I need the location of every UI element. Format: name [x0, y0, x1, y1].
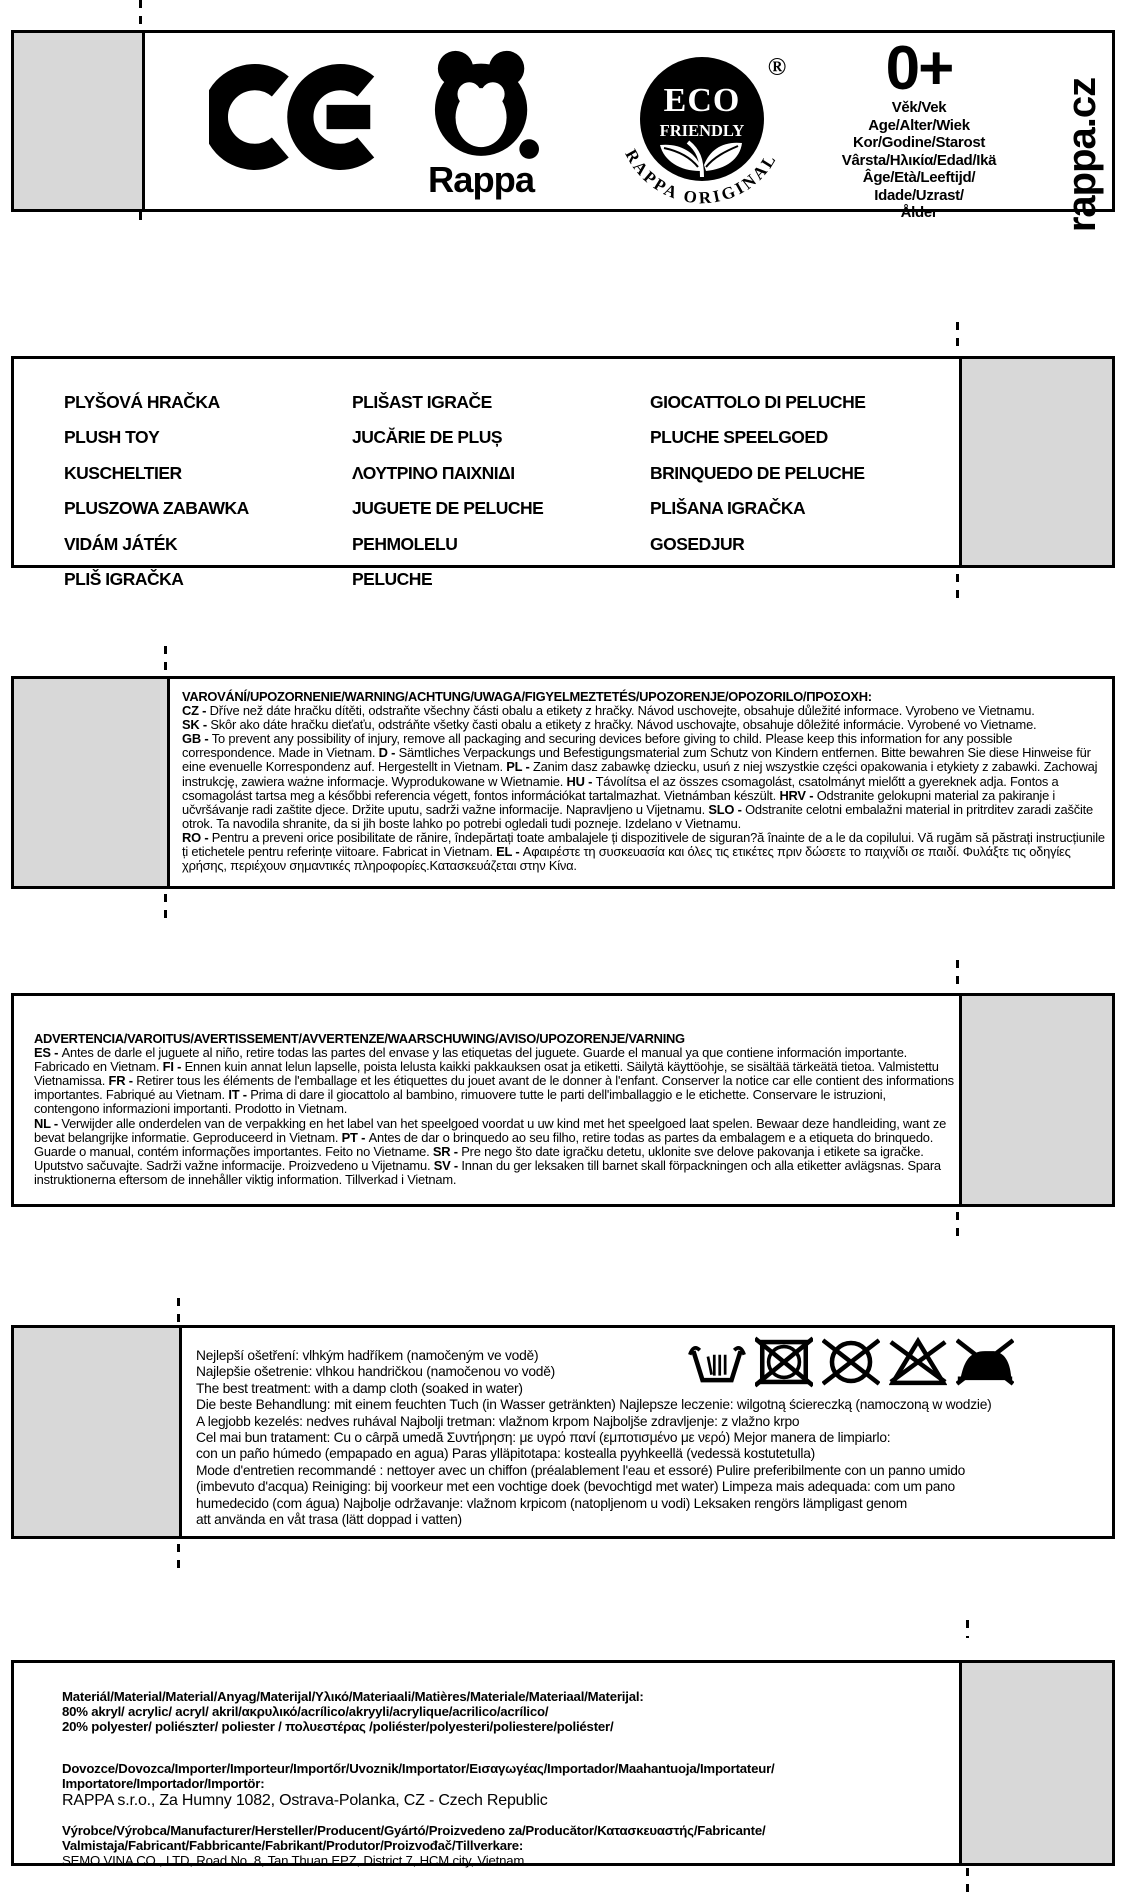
warning-run: Verwijder alle onderdelen van de verpakking en het label van het speelgoed voordat u uw kind met het speelgoed laat spelen. Bewaar deze handleiding, want ze bevat belangrijke informatie. Geproduceerd in Vietnam. — [34, 1115, 947, 1145]
care-symbols — [686, 1336, 1016, 1388]
warning-run: Távolítsa el az összes csomagolást, csatolmányt mielőtt a gyereknek adja. Fontos a csomagolást tartsa meg a későbbi referencia végett, fontos információkat tartalmazhat. Vietnámban készült. — [182, 773, 1059, 803]
toy-name: KUSCHELTIER — [64, 462, 182, 483]
info-line: SEMO VINA CO., LTD, Road No. 8, Tan Thuan EPZ, District 7, HCM city, Vietnam — [62, 1853, 525, 1869]
language-code: FI - — [162, 1059, 185, 1075]
curved-badge-text: RAPPA ORIGINAL — [621, 146, 781, 208]
age-label-line: Vârsta/Ηλικία/Edad/Ikä — [841, 151, 997, 169]
language-code: CZ - — [182, 703, 210, 719]
toy-name: PLIŠANA IGRAČKA — [650, 498, 806, 519]
warning-run: Prima di dare il giocattolo al bambino, rimuovere tutte le parti dell'imballaggio e le etichette. Conservare le istruzioni, contengono informazioni importanti. Prodotto in Vietnam. — [34, 1087, 886, 1117]
gray-panel — [14, 33, 145, 209]
age-label-line: Ålder — [900, 204, 938, 221]
fold-mark — [164, 894, 167, 920]
toy-name: PLIŠ IGRAČKA — [64, 569, 184, 590]
age-label-line: Idade/Uzrast/ — [874, 186, 964, 204]
toy-name: PELUCHE — [352, 569, 433, 590]
website-text: rappa.cz — [1060, 77, 1104, 233]
fold-mark — [164, 646, 167, 670]
language-code: HU - — [566, 773, 596, 789]
gray-panel — [959, 359, 1112, 565]
fold-mark — [177, 1298, 180, 1322]
warning-run: Dříve než dáte hračku dítěti, odstraňte všechny části obalu a etikety z hračky. Návod uschovejte, obsahuje důležité informace. Vyrobeno ve Vietnamu. — [209, 703, 1035, 719]
warning-run: Antes de dar o brinquedo ao seu filho, retire todas as partes da embalagem e a etiqueta do brinquedo. Guarde o manual, contém informações importantes. Feito no Vietname. — [34, 1129, 934, 1159]
info-line: Materiál/Material/Material/Anyag/Materijal/Υλικό/Materiaali/Matières/Materiale/Materiaal/Materijal: — [62, 1689, 644, 1704]
age-label-line: Age/Alter/Wiek — [868, 116, 970, 134]
warning-paragraph — [182, 704, 1106, 718]
language-code: SK - — [182, 717, 211, 733]
toy-name-columns — [64, 385, 865, 597]
warning-run: Ennen kuin annat lelun lapselle, poista lelusta kaikki pakkauksen osat ja etiketti. Säilytä käyttöohje, se sisältää tärkeätä tietoa. Valmistettu Vietnamissa. — [34, 1059, 939, 1089]
warning-run: Odstranite celotni embalažni material in pritrditev zaradi zaščite otrok. Ta navodila shranite, da si jih boste lahko po potrebi ogledali tudi pozneje. Izdelano v Vietnamu. — [182, 801, 1094, 831]
fold-mark — [956, 1212, 959, 1236]
warning-paragraph — [182, 718, 1106, 732]
toy-names-box — [11, 356, 1115, 590]
warning-run: Skôr ako dáte hračku dieťaťu, odstráňte všetky časti obalu a etikety z hračky. Návod uschovajte, obsahuje dôležité informácie. Vyrobené vo Vietname. — [210, 717, 1037, 733]
language-code: PL - — [506, 759, 533, 775]
care-line: A legjobb kezelés: nedves ruhával Najbolji tretman: vlažnom krpom Najboljše zdravljenje: z vlažno krpo — [196, 1413, 800, 1429]
fold-mark — [966, 1868, 969, 1894]
info-line: 80% akryl/ acrylic/ acryl/ akril/ακρυλικό/acrílico/akryyli/acrylique/acrilico/acrílico/ — [62, 1704, 549, 1720]
fold-mark — [956, 574, 959, 598]
language-code: SV - — [433, 1157, 462, 1173]
language-code: NL - — [34, 1115, 62, 1131]
info-box — [11, 1660, 1115, 1869]
toy-name-column — [64, 385, 352, 597]
eco-text: ECO — [663, 82, 741, 119]
fold-mark — [139, 0, 142, 24]
gray-panel — [14, 1328, 182, 1536]
toy-name: PLUCHE SPEELGOED — [650, 427, 828, 448]
language-code: GB - — [182, 731, 212, 747]
fold-mark — [966, 1620, 969, 1638]
toy-name: PLIŠAST IGRAČE — [352, 392, 492, 412]
rappa-wordmark: Rappa — [428, 159, 535, 201]
warning-box-1 — [11, 676, 1115, 889]
do-not-bleach-icon — [889, 1336, 947, 1388]
warning-run: Retirer tous les éléments de l'emballage et les étiquettes du jouet avant de le donner à l'enfant. Conserver la notice car elle contient des informations importantes. Fabriqué au Vietnam. — [34, 1073, 954, 1103]
do-not-tumble-dry-icon — [755, 1336, 813, 1388]
language-code: IT - — [228, 1087, 251, 1103]
age-labels — [804, 99, 1034, 222]
eco-friendly-badge — [614, 47, 799, 217]
warning-run: Sämtliches Verpackungs und Befestigungsmaterial zum Schutz von Kindern entfernen. Bitte bewahren Sie diese Hinweise für eine evenuelle Korrespondenz auf. Hergestellt in Vietnam. — [182, 745, 1091, 775]
care-line: con un paño húmedo (empapado en agua) Paras ylläpitotapa: kostealla pyyhkeellä (vedessä kostutetulla) — [196, 1446, 816, 1462]
warning-run: Zanim dasz zabawkę dziecku, usuń z niej wszystkie części opakowania i etykiety z zabawki. Zachowaj instrukcję, zawiera ważne informacje. Wyprodukowane w Wietnamie. — [182, 759, 1098, 789]
warning-text-1 — [182, 690, 1106, 873]
gray-panel — [959, 996, 1112, 1204]
rappa-bear-logo — [422, 43, 547, 210]
registered-trademark-icon: ® — [767, 54, 787, 81]
info-line: Importatore/Importador/Importör: — [62, 1775, 265, 1791]
warning-run: Αφαιρέστε τη συσκευασία και όλες τις ετικέτες πριν δώσετε το παιχνίδι σε παιδί. Φυλάξτε τις οδηγίες χρήσης, περιέχουν σημαντικές πληροφορίες.Κατασκευάζεται στην Κίνα. — [182, 844, 1071, 874]
warning-box-2 — [11, 993, 1115, 1207]
fold-mark — [177, 1544, 180, 1570]
header-box — [11, 30, 1115, 233]
language-code: RO - — [182, 829, 212, 845]
warning-paragraph — [34, 1117, 954, 1187]
info-line: Valmistaja/Fabricant/Fabbricante/Fabrikant/Produtor/Proizvođač/Tillverkare: — [62, 1838, 524, 1854]
spacer — [62, 1735, 1002, 1748]
care-line: humedecido (com água) Najbolje održavanje: vlažnom krpicom (natopljenom u vodi) Leksaken rengörs lämpligast genom — [196, 1495, 908, 1511]
toy-name: GIOCATTOLO DI PELUCHE — [650, 392, 866, 412]
ce-mark-icon — [209, 61, 379, 178]
material-importer-info — [62, 1689, 1002, 1869]
care-line: The best treatment: with a damp cloth (soaked in water) — [196, 1380, 523, 1396]
toy-name: JUGUETE DE PELUCHE — [352, 498, 544, 519]
warning-text-2 — [34, 1032, 954, 1187]
age-block — [804, 34, 1034, 222]
toy-name: ΛΟΥΤΡΙΝΟ ΠΑΙΧΝΙΔΙ — [352, 462, 515, 483]
toy-name: VIDÁM JÁTÉK — [64, 533, 178, 554]
toy-name: PLUSZOWA ZABAWKA — [64, 498, 249, 519]
language-code: SR - — [432, 1143, 462, 1159]
age-label-line: Kor/Godine/Starost — [852, 134, 986, 151]
care-line: Mode d'entretien recommandé : nettoyer avec un chiffon (préalablement l'eau et essoré) Pulire preferibilmente con un panno umido — [196, 1462, 966, 1478]
language-code: EL - — [496, 844, 523, 860]
language-code: HRV - — [779, 787, 817, 803]
toy-name: JUCĂRIE DE PLUȘ — [352, 427, 503, 448]
spacer — [62, 1810, 1002, 1823]
toy-name-column — [650, 385, 865, 597]
warning-run: Innan du ger leksaken till barnet skall förpackningen och alla etiketter avlägsnas. Spara instruktionerna eftersom de innehåller viktig information. Tillverkad i Vietnam. — [34, 1157, 941, 1187]
age-label-line: Věk/Vek — [891, 99, 947, 116]
fold-mark — [956, 960, 959, 984]
warning-run: Pre nego što date igračku detetu, uklonite sve delove pakovanja i etikete sa igračke. Uputstvo sačuvajte. Sadrži važne informacije. Proizvedeno u Vijetnamu. — [34, 1143, 924, 1173]
care-line: (imbevuto d'acqua) Reiniging: bij voorkeur met een vochtige doek (bevochtigd met water) Limpeza mais adequada: com um pano — [196, 1479, 955, 1495]
fold-mark — [956, 322, 959, 346]
language-code: PT - — [341, 1129, 369, 1145]
care-line: Die beste Behandlung: mit einem feuchten Tuch (in Wasser getränkten) Najlepsze leczenie: wilgotną ściereczką (namoczoną w wodzie) — [196, 1397, 992, 1413]
warning-run: Antes de darle el juguete al niño, retire todas las partes del envase y las etiquetas del juguete. Guarde el manual ya que contiene información importante. Fabricado en Vietnam. — [34, 1045, 908, 1075]
gray-panel — [14, 679, 170, 886]
language-code: FR - — [108, 1073, 137, 1089]
info-line: Dovozce/Dovozca/Importer/Importeur/Importőr/Uvoznik/Importator/Εισαγωγέας/Importador/Maahantuoja/Importateur/ — [62, 1760, 775, 1776]
age-label-line: Âge/Età/Leeftijd/ — [862, 169, 976, 186]
care-line: Nejlepší ošetření: vlhkým hadříkem (namočeným ve vodě) — [196, 1348, 539, 1363]
care-box — [11, 1325, 1115, 1539]
info-line: RAPPA s.r.o., Za Humny 1082, Ostrava-Polanka, CZ - Czech Republic — [62, 1792, 548, 1810]
hand-wash-icon — [688, 1336, 746, 1388]
toy-name: PLYŠOVÁ HRAČKA — [64, 392, 220, 412]
warning-run: Odstranite gelokupni material za pakiranje i učvršávanje radi zaštite djece. Držite uputu, sadrži važne informacije. Napravljeno u Vijetnamu. — [182, 787, 1056, 817]
toy-name: GOSEDJUR — [650, 533, 745, 554]
warning-paragraph — [182, 732, 1106, 831]
toy-name: PLUSH TOY — [64, 427, 160, 448]
spacer — [62, 1748, 1002, 1761]
warning-paragraph — [34, 1046, 954, 1116]
friendly-text: FRIENDLY — [659, 121, 745, 140]
care-line: Cel mai bun tratament: Cu o cârpă umedă Συντήρηση: με υγρό πανί (εμποτισμένο με νερό) Mejor manera de limpiarlo: — [196, 1430, 891, 1446]
warning-heading-1: VAROVÁNÍ/UPOZORNENIE/WARNING/ACHTUNG/UWAGA/FIGYELMEZTETÉS/UPOZORENJE/OPOZORILO/ΠΡΟΣΟΧΗ: — [182, 689, 872, 704]
language-code: SLO - — [708, 801, 746, 817]
warning-heading-2: ADVERTENCIA/VAROITUS/AVERTISSEMENT/AVVERTENZE/WAARSCHUWING/AVISO/UPOZORENJE/VARNING — [34, 1031, 685, 1046]
care-line: att använda en våt trasa (lätt doppad i vatten) — [196, 1512, 462, 1528]
toy-name-column — [352, 385, 650, 597]
warning-paragraph — [182, 831, 1106, 873]
do-not-iron-icon — [956, 1336, 1014, 1388]
warning-run: Pentru a preveni orice posibilitate de rănire, îndepărtați toate ambalajele ți dispozitivele de siguran?ă înainte de a le da copilului. Vă rugăm să păstrați instrucțiunile ți etichetele pentru referințe viitoare. Fabricat in Vietnam. — [182, 829, 1105, 860]
do-not-dry-clean-icon — [822, 1336, 880, 1388]
age-rating: 0+ — [885, 34, 953, 103]
warning-run: To prevent any possibility of injury, remove all packaging and securing devices before giving to child. Please keep this information for any possible correspondence. Made in Vietnam. — [182, 731, 1013, 761]
language-code: ES - — [34, 1045, 62, 1061]
toy-name: PEHMOLELU — [352, 533, 458, 554]
toy-name: BRINQUEDO DE PELUCHE — [650, 462, 865, 483]
info-line: 20% polyester/ poliészter/ poliester / πολυεστέρας /poliéster/polyesteri/poliestere/poliéster/ — [62, 1719, 614, 1735]
info-line: Výrobce/Výrobca/Manufacturer/Hersteller/Producent/Gyártó/Proizvedeno za/Producător/Κατασκευαστής/Fabricante/ — [62, 1823, 766, 1839]
care-line: Najlepšie ošetrenie: vlhkou handričkou (namočenou vo vodě) — [196, 1364, 555, 1380]
language-code: D - — [378, 745, 399, 761]
